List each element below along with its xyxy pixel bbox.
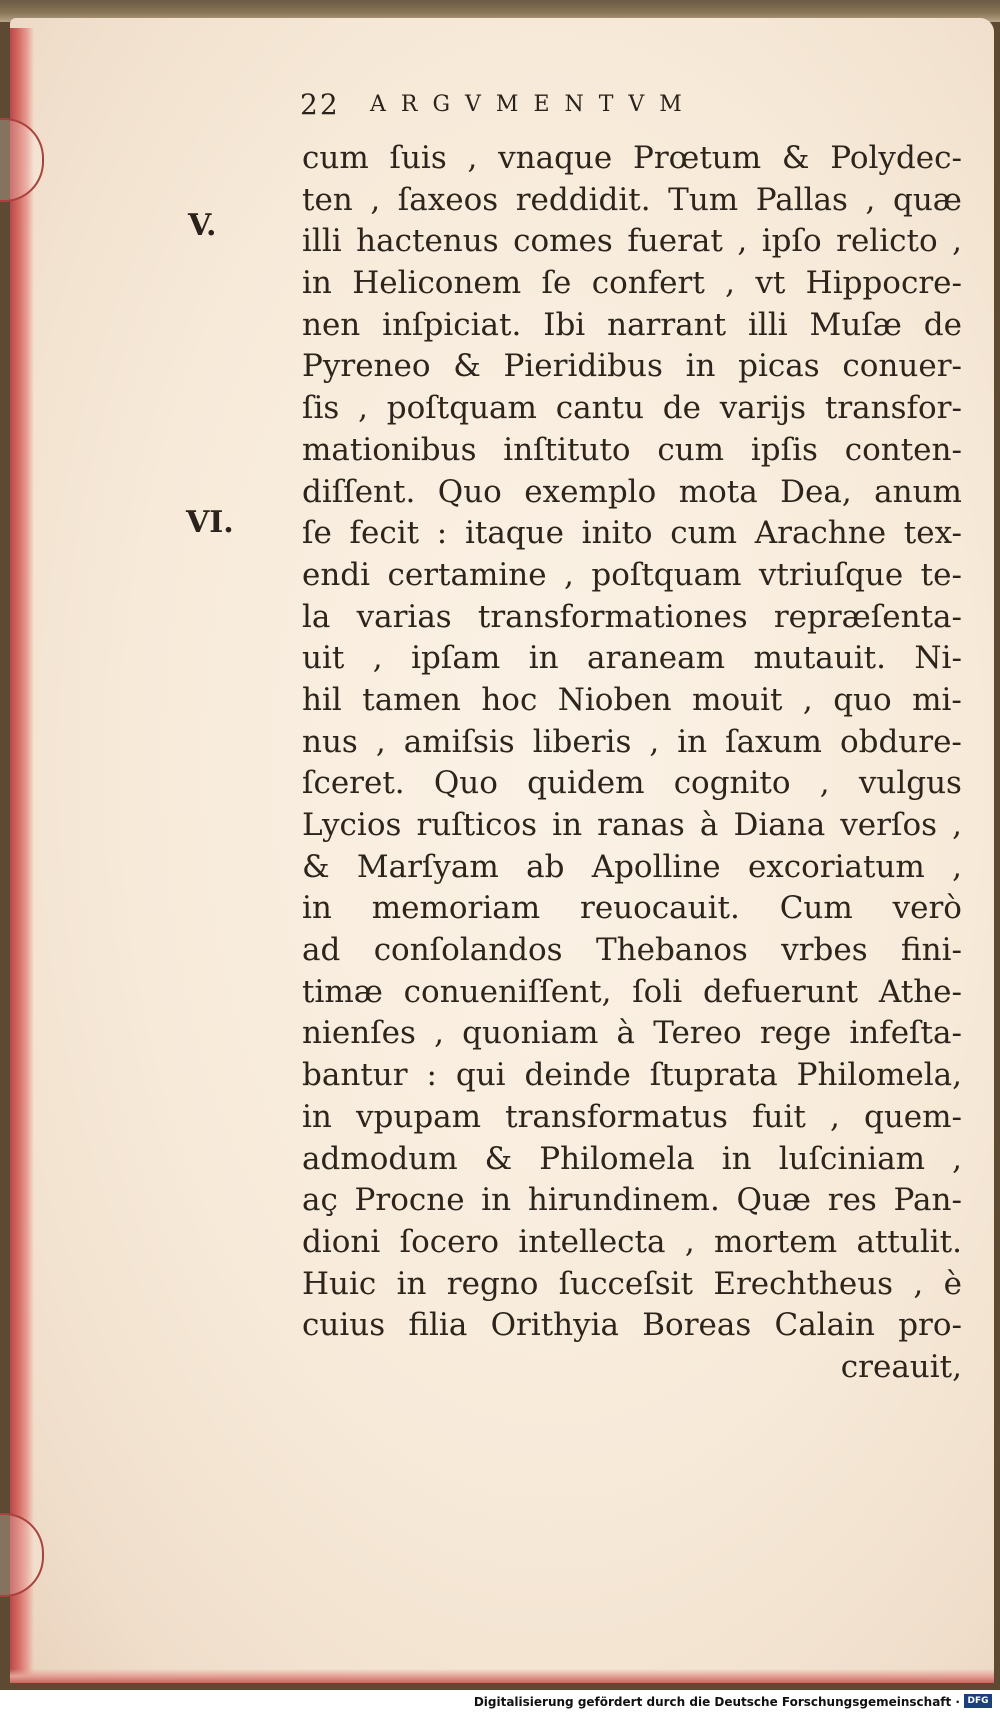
text-line: in vpupam transformatus fuit , quem- (302, 1098, 962, 1135)
binding-hole (0, 1513, 44, 1597)
text-line: illi hactenus comes fuerat , ipſo relicto , (302, 223, 962, 260)
page-header (300, 88, 820, 128)
funding-credit: Digitalisierung gefördert durch die Deutsche Forschungsgemeinschaft · (473, 1695, 960, 1709)
text-line: in Heliconem ſe confert , vt Hippocre- (302, 265, 962, 302)
running-head: ARGVMENTVM (370, 92, 697, 117)
text-line: cum ſuis , vnaque Prœtum & Polydec- (302, 140, 962, 176)
text-line: diſſent. Quo exemplo mota Dea, anum (302, 473, 962, 510)
text-line: nus , amiſsis liberis , in ſaxum obdure- (302, 723, 962, 760)
text-line: mationibus inſtituto cum ipſis conten- (302, 431, 962, 468)
text-line: ſceret. Quo quidem cognito , vulgus (302, 765, 962, 802)
text-line: hil tamen hoc Nioben mouit , quo mi- (302, 681, 962, 718)
text-line: dioni ſocero intellecta , mortem attulit. (302, 1223, 962, 1260)
text-line: endi certamine , poſtquam vtriuſque te- (302, 556, 962, 593)
text-line: bantur : qui deinde ſtuprata Philomela, (302, 1057, 962, 1094)
text-line: in memoriam reuocauit. Cum verò (302, 890, 962, 927)
text-line: Huic in regno ſucceſsit Erechtheus , è (302, 1265, 962, 1302)
text-line: ad conſolandos Thebanos vrbes fini- (302, 932, 962, 969)
red-page-edge (10, 28, 34, 1678)
text-line: ten , ſaxeos reddidit. Tum Pallas , quæ (302, 181, 962, 218)
text-line: nen inſpiciat. Ibi narrant illi Muſæ de (302, 306, 962, 343)
text-line: uit , ipſam in araneam mutauit. Ni- (302, 640, 962, 677)
text-line: Lycios ruſticos in ranas à Diana verſos , (302, 807, 962, 843)
text-line: Pyreneo & Pieridibus in picas conuer- (302, 348, 962, 385)
text-line: nienſes , quoniam à Tereo rege infeſta- (302, 1015, 962, 1052)
margin-note-vi: VI. (186, 505, 234, 540)
page-number: 22 (300, 88, 340, 121)
body-text (302, 138, 962, 1389)
text-line: creauit, (840, 1348, 962, 1385)
text-line: & Marſyam ab Apolline excoriatum , (302, 848, 962, 885)
text-line: ſe fecit : itaque inito cum Arachne tex- (302, 515, 962, 552)
text-line: la varias transformationes repræſenta- (302, 598, 962, 635)
footer-bar (0, 1690, 1000, 1714)
text-line: cuius filia Orithyia Boreas Calain pro- (302, 1307, 962, 1344)
dfg-logo: DFG (964, 1694, 992, 1708)
binding-hole (0, 118, 44, 202)
margin-note-v: V. (188, 208, 217, 243)
red-page-bottom-edge (10, 1669, 994, 1683)
text-line: admodum & Philomela in luſciniam , (302, 1140, 962, 1177)
text-line: aç Procne in hirundinem. Quæ res Pan- (302, 1182, 962, 1219)
text-line: ſis , poſtquam cantu de varijs transfor- (302, 390, 962, 427)
text-line: timæ conueniſſent, ſoli defuerunt Athe- (302, 973, 962, 1010)
